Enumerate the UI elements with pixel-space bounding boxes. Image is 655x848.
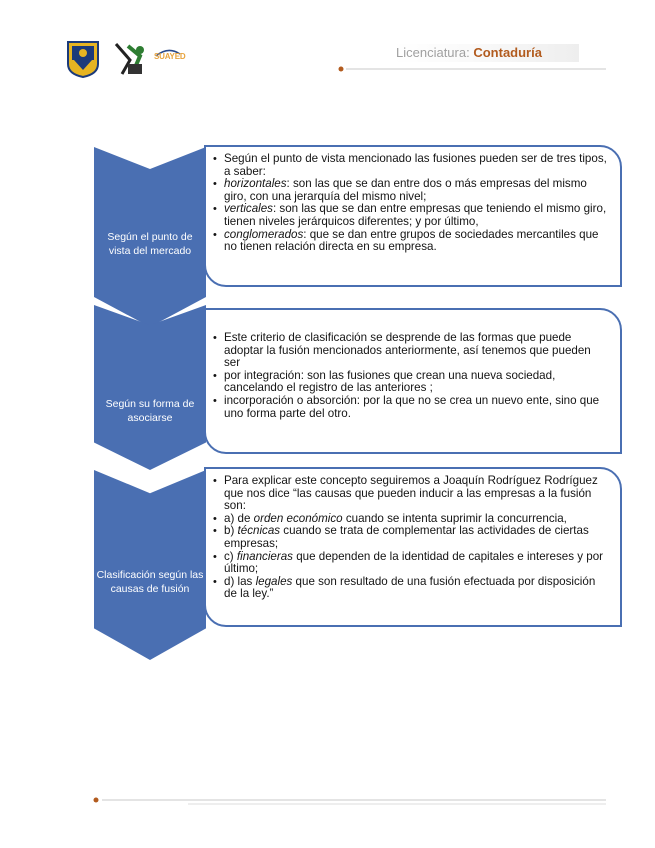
- list-item: • b) técnicas cuando se trata de complementar las actividades de ciertas empresas;: [212, 525, 610, 550]
- list-item: • a) de orden económico cuando se intenta suprimir la concurrencia,: [212, 513, 610, 526]
- fca-logo-icon: [110, 40, 150, 78]
- footer-divider: [92, 796, 606, 808]
- list-item: • incorporación o absorción: por la que no se crea un nuevo ente, sino que uno forma parte del otro.: [212, 395, 610, 420]
- chevron-label-1: Según el punto de vista del mercado: [107, 231, 193, 257]
- content-box-3: [204, 467, 622, 627]
- bullet-list-2: [212, 332, 610, 420]
- list-item: • verticales: son las que se dan entre empresas que teniendo el mismo giro, tienen niveles jerárquicos diferentes; y por último,: [212, 203, 610, 228]
- header-divider: [338, 66, 606, 72]
- content-box-2: [204, 308, 622, 454]
- chevron-3: [94, 470, 206, 660]
- list-item: • Según el punto de vista mencionado las fusiones pueden ser de tres tipos, a saber:: [212, 153, 610, 178]
- program-label: Licenciatura:: [396, 45, 470, 60]
- suayed-logo-text: SUAYED: [154, 52, 186, 61]
- list-item: • horizontales: son las que se dan entre dos o más empresas del mismo giro, con una jerarquía del mismo nivel;: [212, 178, 610, 203]
- list-item: • conglomerados: que se dan entre grupos de sociedades mercantiles que no tienen relación directa en su empresa.: [212, 229, 610, 254]
- header-logos: [66, 40, 216, 80]
- suayed-logo: [154, 48, 214, 74]
- list-item: • por integración: son las fusiones que crean una nueva sociedad, cancelando el registro de las anteriores ;: [212, 370, 610, 395]
- bullet-list-3: [212, 475, 610, 601]
- unam-logo-icon: [66, 40, 100, 78]
- bullet-list-1: [212, 153, 610, 254]
- content-box-1: [204, 145, 622, 287]
- chevron-label-3: Clasificación según las causas de fusión: [96, 569, 204, 595]
- list-item: • Este criterio de clasificación se desprende de las formas que puede adoptar la fusión mencionados anteriormente, así tenemos que pueden ser: [212, 332, 610, 370]
- program-title: [393, 44, 579, 62]
- program-name: Contaduría: [473, 45, 542, 60]
- list-item: • c) financieras que dependen de la identidad de capitales e intereses y por último;: [212, 551, 610, 576]
- list-item: • Para explicar este concepto seguiremos a Joaquín Rodríguez Rodríguez que nos dice “las causas que pueden inducir a las empresas a la fusión son:: [212, 475, 610, 513]
- chevron-label-2: Según su forma de asociarse: [105, 398, 195, 424]
- list-item: • d) las legales que son resultado de una fusión efectuada por disposición de la ley.”: [212, 576, 610, 601]
- chevron-2: [94, 305, 206, 470]
